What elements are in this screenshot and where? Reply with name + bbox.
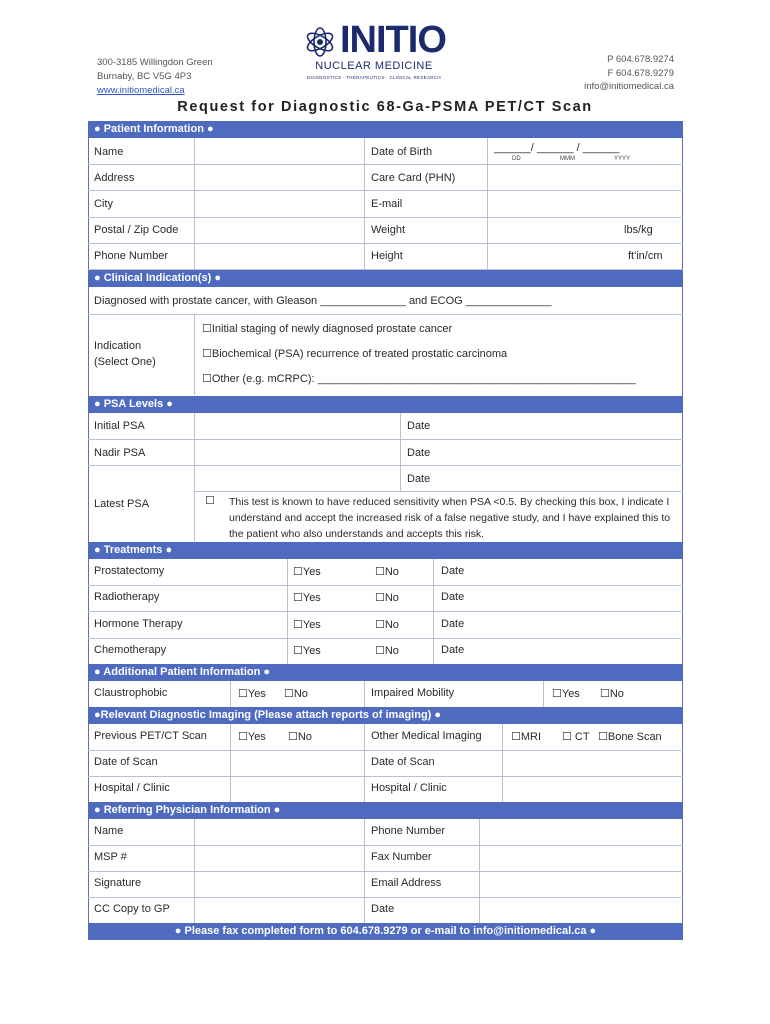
email-label: E-mail <box>371 198 403 210</box>
option-biochemical-recurrence[interactable]: ☐Biochemical (PSA) recurrence of treated prostatic carcinoma <box>202 348 508 360</box>
nadir-psa-field[interactable] <box>195 440 399 465</box>
mobility-yes[interactable]: ☐Yes <box>552 688 580 700</box>
imaging-bone-scan[interactable]: ☐Bone Scan <box>598 731 662 743</box>
postal-field[interactable] <box>195 218 363 243</box>
clinic-address <box>97 56 213 98</box>
psa-disclaimer-checkbox[interactable]: ☐ <box>205 495 215 507</box>
option-other[interactable]: ☐Other (e.g. mCRPC): ____________________________________________________ <box>202 373 636 385</box>
weight-label: Weight <box>371 224 406 236</box>
physician-header: ● Referring Physician Information ● <box>88 802 683 819</box>
website-link[interactable]: www.initiomedical.ca <box>97 85 185 96</box>
patient-info-header: ● Patient Information ● <box>88 121 683 138</box>
height-label: Height <box>371 250 403 262</box>
latest-psa-label: Latest PSA <box>94 498 150 510</box>
other-date-of-scan-label: Date of Scan <box>371 756 435 768</box>
initial-psa-field[interactable] <box>195 414 399 439</box>
initial-psa-date-label: Date <box>407 420 431 432</box>
latest-psa-date-label: Date <box>407 473 431 485</box>
prostatectomy-date: Date <box>441 565 465 577</box>
dob-dd-label: DD <box>512 156 521 162</box>
treatment-chemotherapy: Chemotherapy <box>94 644 167 656</box>
mobility-label: Impaired Mobility <box>371 687 455 699</box>
physician-fax-field[interactable] <box>480 846 682 871</box>
treatment-prostatectomy: Prostatectomy <box>94 565 165 577</box>
other-date-of-scan-field[interactable] <box>503 751 682 776</box>
signature-field[interactable] <box>195 872 363 897</box>
city-field[interactable] <box>195 191 363 216</box>
dob-mmm-label: MMM <box>560 156 575 162</box>
additional-info-header: ● Additional Patient Information ● <box>88 664 683 681</box>
pet-date-of-scan-label: Date of Scan <box>94 756 158 768</box>
patient-name-field[interactable] <box>195 139 363 164</box>
physician-phone-label: Phone Number <box>371 825 445 837</box>
mobility-no[interactable]: ☐No <box>600 688 624 700</box>
other-hospital-label: Hospital / Clinic <box>371 782 447 794</box>
logo-subtitle: NUCLEAR MEDICINE <box>315 60 433 72</box>
treatments-header: ● Treatments ● <box>88 542 683 559</box>
clinic-contact <box>584 53 674 94</box>
hormone-no[interactable]: ☐No <box>375 619 399 631</box>
msp-field[interactable] <box>195 846 363 871</box>
indication-select-one: (Select One) <box>94 356 156 368</box>
hormone-date: Date <box>441 618 465 630</box>
imaging-header: ●Relevant Diagnostic Imaging (Please attach reports of imaging) ● <box>88 707 683 724</box>
email-address: info@initiomedical.ca <box>584 81 674 92</box>
dob-yyyy-label: YYYY <box>614 156 631 162</box>
form-title: Request for Diagnostic 68-Ga-PSMA PET/CT Scan <box>177 99 593 115</box>
logo-tagline: DIAGNOSTICS · THERAPEUTICS · CLINICAL RESEARCH <box>307 75 441 80</box>
initio-logo <box>300 20 450 90</box>
clinical-header: ● Clinical Indication(s) ● <box>88 270 683 287</box>
physician-email-label: Email Address <box>371 877 442 889</box>
footer-instructions: ● Please fax completed form to 604.678.9279 or e-mail to info@initiomedical.ca ● <box>88 923 683 940</box>
msp-label: MSP # <box>94 851 127 863</box>
nadir-psa-date-label: Date <box>407 447 431 459</box>
weight-field[interactable] <box>488 218 618 243</box>
other-imaging-label: Other Medical Imaging <box>371 730 482 742</box>
latest-psa-field[interactable] <box>195 466 399 491</box>
initial-psa-label: Initial PSA <box>94 420 145 432</box>
claustrophobic-label: Claustrophobic <box>94 687 168 699</box>
phone-field[interactable] <box>195 244 363 269</box>
postal-label: Postal / Zip Code <box>94 224 179 236</box>
claustrophobic-yes[interactable]: ☐Yes <box>238 688 266 700</box>
fax-number: F 604.678.9279 <box>607 67 674 79</box>
weight-unit: lbs/kg <box>624 224 653 236</box>
chemotherapy-yes[interactable]: ☐Yes <box>293 645 321 657</box>
imaging-ct[interactable]: ☐ CT <box>562 731 590 743</box>
psa-disclaimer-text: This test is known to have reduced sensitivity when PSA <0.5. By checking this box, I indicate I understand and accept the increased risk of a false negative study, and I have explained this to the patient who also understands and accepts this risk. <box>229 496 671 540</box>
previous-pet-label: Previous PET/CT Scan <box>94 730 207 742</box>
cc-gp-label: CC Copy to GP <box>94 903 170 915</box>
nadir-psa-label: Nadir PSA <box>94 447 146 459</box>
care-card-label: Care Card (PHN) <box>371 172 456 184</box>
address-line-2: Burnaby, BC V5G 4P3 <box>97 71 192 82</box>
dob-label: Date of Birth <box>371 146 433 158</box>
signature-label: Signature <box>94 877 142 889</box>
previous-pet-no[interactable]: ☐No <box>288 731 312 743</box>
email-field[interactable] <box>488 191 682 216</box>
claustrophobic-no[interactable]: ☐No <box>284 688 308 700</box>
diagnosed-line[interactable]: Diagnosed with prostate cancer, with Gleason ______________ and ECOG ______________ <box>94 295 552 307</box>
chemotherapy-no[interactable]: ☐No <box>375 645 399 657</box>
previous-pet-yes[interactable]: ☐Yes <box>238 731 266 743</box>
imaging-mri[interactable]: ☐MRI <box>511 731 542 743</box>
address-line-1: 300-3185 Willingdon Green <box>97 57 213 68</box>
physician-name-field[interactable] <box>195 820 363 845</box>
physician-name-label: Name <box>94 825 124 837</box>
address-label: Address <box>94 172 135 184</box>
physician-email-field[interactable] <box>480 872 682 897</box>
logo-wordmark: INITIO <box>340 19 446 61</box>
care-card-field[interactable] <box>488 165 682 190</box>
chemotherapy-date: Date <box>441 644 465 656</box>
other-hospital-field[interactable] <box>503 777 682 801</box>
hormone-yes[interactable]: ☐Yes <box>293 619 321 631</box>
radiotherapy-yes[interactable]: ☐Yes <box>293 592 321 604</box>
physician-fax-label: Fax Number <box>371 851 432 863</box>
name-label: Name <box>94 146 124 158</box>
radiotherapy-date: Date <box>441 591 465 603</box>
prostatectomy-no[interactable]: ☐No <box>375 566 399 578</box>
pet-date-of-scan-field[interactable] <box>231 751 363 776</box>
physician-date-field[interactable] <box>480 898 682 923</box>
physician-phone-field[interactable] <box>480 820 682 845</box>
prostatectomy-yes[interactable]: ☐Yes <box>293 566 321 578</box>
height-unit: ft'in/cm <box>628 250 663 262</box>
indication-label: Indication <box>94 340 142 352</box>
pet-hospital-label: Hospital / Clinic <box>94 782 170 794</box>
address-field[interactable] <box>195 165 363 190</box>
radiotherapy-no[interactable]: ☐No <box>375 592 399 604</box>
city-label: City <box>94 198 113 210</box>
pet-hospital-field[interactable] <box>231 777 363 801</box>
treatment-radiotherapy: Radiotherapy <box>94 591 160 603</box>
psa-header: ● PSA Levels ● <box>88 396 683 413</box>
cc-gp-field[interactable] <box>195 898 363 923</box>
phone-label: Phone Number <box>94 250 168 262</box>
dob-field[interactable]: ______/ ______ / ______ <box>494 142 620 154</box>
phone-number: P 604.678.9274 <box>607 54 674 65</box>
treatment-hormone: Hormone Therapy <box>94 618 183 630</box>
height-field[interactable] <box>488 244 618 269</box>
option-initial-staging[interactable]: ☐Initial staging of newly diagnosed prostate cancer <box>202 323 453 335</box>
physician-date-label: Date <box>371 903 395 915</box>
